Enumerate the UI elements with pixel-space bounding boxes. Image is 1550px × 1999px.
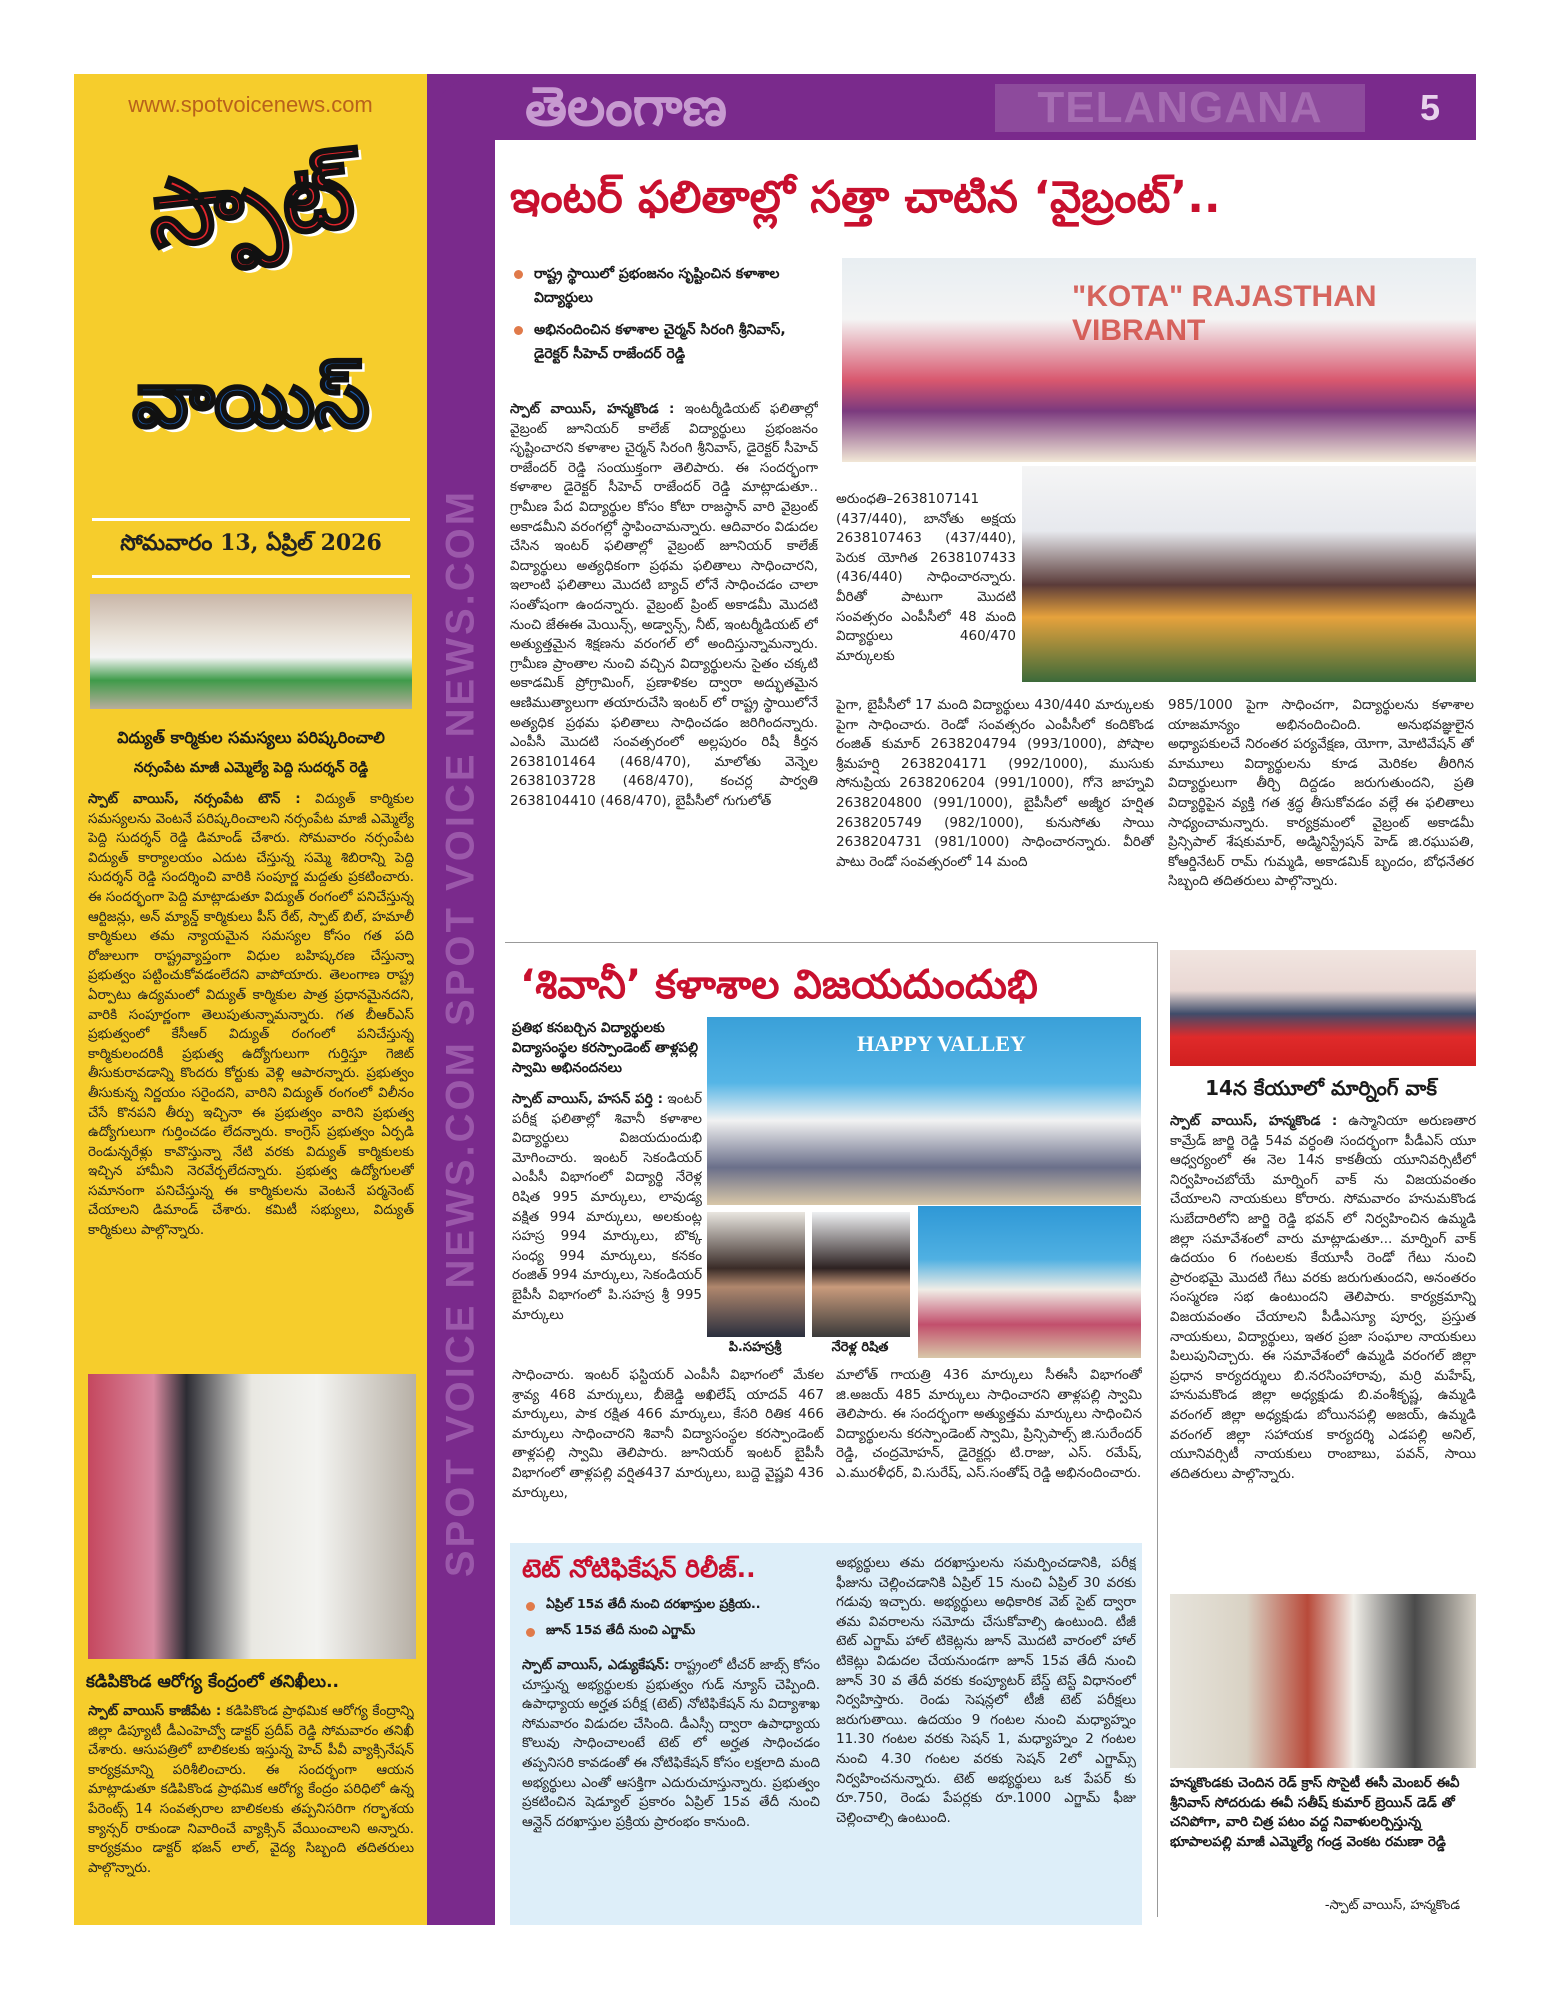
lead-headline: ఇంటర్ ఫలితాల్లో సత్తా చాటిన ‘వైబ్రంట్’.. [510,172,1221,223]
logo-voice: వాయిస్ [132,355,370,445]
photo-tribute [1170,1594,1476,1768]
divider [92,518,410,521]
article-shivani-col-a: సాధించారు. ఇంటర్ ఫస్టియర్ ఎంపీసీ విభాగంలో మేకల శ్రావ్య 468 మార్కులు, బీజెడ్డి అఖిలేష్ యాదవ్ 467 మార్కులు, పాక రక్షిత 466 మార్కులు, కేసరి రితిక 466 మార్కులు సాధించారని శివానీ విద్యాసంస్థల కరస్పాండెంట్ తాళ్లపల్లి స్వామి తెలిపారు. జూనియర్ ఇంటర్ బైపీసీ విభాగంలో తాళ్లపల్లి వర్షిత437 మార్కులు, బుద్దె వైష్ణవి 436 మార్కులు, [512,1367,824,1501]
byline: స్పాట్ వాయిస్ కాజీపేట : [88,1703,222,1719]
article-shivani-narrow [512,1090,702,1360]
byline: స్పాట్ వాయిస్, హసన్ పర్తి : [512,1091,663,1107]
article-health-center [88,1702,414,1917]
portrait-caption: పి.సహస్రశ్రీ [728,1340,782,1355]
photo-shivani-students [707,1017,1141,1205]
photo-shivani-felicitation [918,1206,1141,1358]
page-number: 5 [1420,87,1441,128]
headline-power-workers: విద్యుత్ కార్మికుల సమస్యలు పరిష్కరించాలి [117,728,385,747]
highlight-item: జూన్ 15వ తేదీ నుంచి ఎగ్జామ్ [522,1620,822,1640]
lead-highlights [510,262,810,374]
headline-tet: టెట్ నోటిఫికేషన్ రిలీజ్.. [522,1554,756,1583]
photo-vibrant-students [842,258,1476,462]
side-band-text: SPOT VOICE NEWS.COM SPOT VOICE NEWS.COM [438,488,483,1577]
article-body: ఇంటర్మీడియట్ ఫలితాల్లో వైబ్రంట్ జూనియర్ కాలేజ్ విద్యార్థులు ప్రభంజనం సృష్టించారని కళాశాల చైర్మన్ సిరంగి శ్రీనివాస్, డైరెక్టర్ సీహెచ్ రాజేందర్ రెడ్డి సంయుక్తంగా తెలిపారు. ఈ సందర్భంగా కళాశాల డైరెక్టర్ సీహెచ్ రాజేందర్ రెడ్డి మాట్లాడుతూ.. గ్రామీణ పేద విద్యార్థుల కోసం కోటా రాజస్థాన్ వారి వైబ్రంట్ అకాడమీని వరంగల్లో స్థాపించామన్నారు. ఆదివారం విడుదల చేసిన ఇంటర్ ఫలితాల్లో వైబ్రంట్ జూనియర్ కాలేజ్ విద్యార్థులు అత్యధికంగా ప్రథమ ఫలితాలు సాధించారని, ఇలాంటి ఫలితాలు మొదటి బ్యాచ్ లోనే సాధించడం చాలా సంతోషంగా ఉందన్నారు. వైబ్రంట్ ప్రింట్ అకాడమీ మొదటి నుంచి జేఈఈ మెయిన్స్, అడ్వాన్స్, నీట్, ఇంటర్మీడియట్ లో అత్యుత్తమైన శిక్షణను వరంగల్ లో అందిస్తున్నామన్నారు. గ్రామీణ ప్రాంతాల నుంచి వచ్చిన విద్యార్థులను సైతం చక్కటి అకాడమిక్ ప్రోగ్రామింగ్, ప్రణాళికల ద్వారా అద్భుతమైన ఆణిముత్యాలుగా తయారుచేసి ఇంటర్ లో రాష్ట్ర స్థాయిలోనే అత్యధిక ప్రథమ ఫలితాలు సాధించడం జరిగిందన్నారు. ఎంపీసీ మొదటి సంవత్సరంలో అల్లపురం రిషీ కీర్తన 2638101464 (468/470), మాలోతు వెన్నెల 2638103728 (468/470), కంచర్ల పార్వతి 2638104410 (468/470), బైపీసీలో గుగులోత్ [510,401,818,809]
byline: స్పాట్ వాయిస్, హన్మకొండ : [510,401,675,417]
divider [1157,942,1158,1917]
highlight-item: ఏప్రిల్ 15వ తేదీ నుంచి దరఖాస్తుల ప్రక్రియ.. [522,1594,822,1614]
byline: స్పాట్ వాయిస్, హన్మకొండ : [1170,1113,1338,1129]
article-morning-walk [1170,1112,1476,1586]
highlight-item: అభినందించిన కళాశాల చైర్మన్ సిరంగి శ్రీనివాస్, డైరెక్టర్ సీహెచ్ రాజేందర్ రెడ్డి [510,318,810,366]
portrait-nerella-rishitha [812,1212,910,1337]
photo-protest-camp [90,594,412,709]
article-tet-col-b: అభ్యర్థులు తమ దరఖాస్తులను సమర్పించడానికి, పరీక్ష ఫీజును చెల్లించడానికి ఏప్రిల్ 15 నుంచి ఏప్రిల్ 30 వరకు గడువు ఇచ్చారు. అభ్యర్థులు అధికారిక వెబ్ సైట్ ద్వారా తమ వివరాలను సమోదు చేసుకోవాల్సి ఉంటుంది. టీజీ టెట్ ఎగ్జామ్ హాల్ టికెట్లను జూన్ మొదటి వారంలో హాల్ టికెట్లు విడుదల చేయనుండగా జూన్ 15వ తేదీ నుంచి జూన్ 30 వ తేదీ వరకు కంప్యూటర్ బేస్డ్ టెస్ట్ విధానంలో నిర్వహిస్తారు. రెండు సెషన్లలో టీజీ టెట్ పరీక్షలు జరుగుతాయి. ఉదయం 9 గంటల నుంచి మధ్యాహ్నం 11.30 గంటల వరకు సెషన్ 1, మధ్యాహ్నం 2 గంటల నుంచి 4.30 గంటల వరకు సెషన్ 2లో ఎగ్జామ్స్ నిర్వహించనున్నారు. టెట్ అభ్యర్థులు ఒక పేపర్ కు రూ.750, రెండు పేపర్లకు రూ.1000 ఎగ్జామ్ ఫీజు చెల్లించాల్సి ఉంటుంది. [836,1555,1136,1826]
subhead-shivani: ప్రతిభ కనబర్చిన విద్యార్థులకు విద్యాసంస్థల కరస్పాండెంట్ తాళ్లపల్లి స్వామి అభినందనలు [512,1020,698,1076]
tet-highlights [522,1594,822,1648]
section-title-telugu: తెలంగాణ [525,75,728,138]
tribute-credit: -స్పాట్ వాయిస్, హన్మకొండ [1324,1898,1460,1913]
photo-meeting [1170,950,1476,1066]
article-body: రాష్ట్రంలో టీచర్ జాబ్స్ కోసం చూస్తున్న అభ్యర్థులకు ప్రభుత్వం గుడ్ న్యూస్ చెప్పింది. ఉపాధ్యాయ అర్హత పరీక్ష (టెట్) నోటిఫికేషన్ ను విద్యాశాఖ సోమవారం విడుదల చేసింది. డీఎస్సీ ద్వారా ఉపాధ్యాయ కొలువు సాధించాలంటే టెట్ లో అర్హత సాధించడం తప్పనిసరి కావడంతో ఈ నోటిఫికేషన్ కోసం లక్షలాది మంది అభ్యర్థులు ఎంతో ఆసక్తిగా ఎదురుచూస్తున్నారు. ప్రభుత్వం ప్రకటించిన షెడ్యూల్ ప్రకారం ఏప్రిల్ 15వ తేదీ నుంచి ఆన్లైన్ దరఖాస్తుల ప్రక్రియ ప్రారంభం కానుంది. [522,1657,820,1830]
article-shivani-col-b: మాలోత్ గాయత్రి 436 మార్కులు సీఈసీ విభాగంతో జి.అజయ్ 485 మార్కులు సాధించారని తాళ్లపల్లి స్వామి తెలిపారు. ఈ సందర్భంగా అత్యుత్తమ మార్కులు సాధించిన విద్యార్థులను కరస్పాండెంట్ స్వామి, ప్రిన్సిపాల్స్ జి.సురేందర్ రెడ్డి, చంద్రమోహన్, డైరెక్టర్లు టి.రాజు, ఎస్. రమేష్, ఎ.మురళీధర్, వి.సురేష్, ఎస్.సంతోష్ రెడ్డి అభినందించారు. [836,1367,1142,1481]
lead-article-col2-top: అరుంధతి–2638107141 (437/440), బానోతు అక్షయ 2638107463 (437/440), పెరుక యోగిత 2638107433 (436/440) సాధించారన్నారు. వీరితో పాటుగా మొదటి సంవత్సరం ఎంపీసీలో 48 మంది విద్యార్థులు 460/470 మార్కులకు [836,491,1016,664]
divider [505,942,1157,943]
article-tet-col-a [522,1656,820,1916]
article-body: ఉస్మానియా అరుణతార కామ్రేడ్ జార్జి రెడ్డి 54వ వర్ధంతి సందర్భంగా పీడీఎస్ యూ ఆధ్వర్యంలో ఈ నెల 14న కాకతీయ యూనివర్సిటీలో నిర్వహించబోయే మార్నింగ్ వాక్ ను విజయవంతం చేయాలని నాయకులు కోరారు. సోమవారం హనుమకొండ సుబేదారిలోని జార్జి రెడ్డి భవన్ లో నిర్వహించిన ఉమ్మడి జిల్లా సమావేశంలో వారు మాట్లాడుతూ... మార్నింగ్ వాక్ ఉదయం 6 గంటలకు కేయూసీ రెండో గేటు నుంచి ప్రారంభమై మొదటి గేటు వరకు జరుగుతుందని, అనంతరం సంస్మరణ సభ ఉంటుందని తెలిపారు. కార్యక్రమాన్ని విజయవంతం చేయాలని పీడీఎస్యూ పూర్వ, ప్రస్తుత నాయకులు, విద్యార్థులు, ఇతర ప్రజా సంఘాల నాయకులు పిలుపునిచ్చారు. ఈ సమావేశంలో ఉమ్మడి వరంగల్ జిల్లా ప్రధాన కార్యదర్శులు బి.నరసింహారావు, మర్రి మహేష్, హనుమకొండ జిల్లా అధ్యక్షుడు బి.వంశీకృష్ణ, ఉమ్మడి వరంగల్ జిల్లా అధ్యక్షుడు బోయినపల్లి అజయ్, ఉమ్మడి వరంగల్ జిల్లా సహాయక కార్యదర్శి ఎడపల్లి అనిల్, యూనివర్సిటీ నాయకులు రాంబాబు, పవన్, సాయి తదితరులు పాల్గొన్నారు. [1170,1113,1476,1482]
website-url[interactable]: www.spotvoicenews.com [128,92,373,117]
highlight-item: రాష్ట్ర స్థాయిలో ప్రభంజనం సృష్టించిన కళాశాల విద్యార్థులు [510,262,810,310]
photo-felicitation [1022,466,1476,682]
photo-banner-text: HAPPY VALLEY [857,1031,1026,1056]
section-title-english: TELANGANA [1037,83,1323,132]
headline-health-center: కడిపికొండ ఆరోగ్య కేంద్రంలో తనిఖీలు.. [86,1672,339,1692]
tribute-caption: హన్మకొండకు చెందిన రెడ్ క్రాస్ సొసైటీ ఈసీ మెంబర్ ఈవీ శ్రీనివాస్ సోదరుడు ఈవీ సతీష్ కుమార్ బ్రెయిన్ డెడ్ తో చనిపోగా, వారి చిత్ర పటం వద్ద నివాళులర్పిస్తున్న భూపాలపల్లి మాజీ ఎమ్మెల్యే గండ్ర వెంకట రమణా రెడ్డి [1170,1775,1460,1850]
photo-banner-text: "KOTA" RAJASTHAN VIBRANT [1072,280,1377,347]
photo-health-inspection [88,1374,416,1659]
issue-date: సోమవారం 13, ఏప్రిల్ 2026 [120,530,382,556]
headline-shivani: ‘శివానీ’ కళాశాల విజయదుందుభి [520,962,1038,1008]
article-body: విద్యుత్ కార్మికుల సమస్యలను వెంటనే పరిష్కరించాలని నర్సంపేట మాజీ ఎమ్మెల్యే పెద్ది సుదర్శన్ రెడ్డి డిమాండ్ చేశారు. సోమవారం నర్సంపేట విద్యుత్ కార్యాలయం ఎదుట చేస్తున్న సమ్మె శిబిరాన్ని పెద్ది సుదర్శన్ రెడ్డి సందర్శించి వారికి సంపూర్ణ మద్దతు ప్రకటించారు. ఈ సందర్భంగా పెద్ది మాట్లాడుతూ విద్యుత్ రంగంలో పనిచేస్తున్న ఆర్టిజన్లు, అన్ మ్యాన్డ్ కార్మికులు పీస్ రేట్, స్పాట్ బిల్, హమాలీ కార్మికులు తమ న్యాయమైన సమస్యల కోసం గత పది రోజులుగా రాష్ట్రవ్యాప్తంగా విధుల బహిష్కరణ చేస్తున్నా ప్రభుత్వం పట్టించుకోవడంలేదని వాపోయారు. తెలంగాణ రాష్ట్ర ఏర్పాటు ఉద్యమంలో విద్యుత్ కార్మికుల పాత్ర ప్రధానమైనదని, వారికి సంపూర్ణంగా తెలుపుతున్నామన్నారు. గత బీఆర్ఎస్ ప్రభుత్వంలో కేసీఆర్ విద్యుత్ రంగంలో పనిచేస్తున్న కార్మికులందరికీ ప్రభుత్వ ఉద్యోగులుగా గుర్తిస్తూ గెజిట్ తీసుకురావడాన్ని కొందరు కోర్టుకు వెళ్లి ఆపారన్నారు. ప్రభుత్వం తీసుకున్న నిర్ణయం సరైందని, వారిని విద్యుత్ రంగంలో విలీనం చేసే కొనపని తీర్పు ఇచ్చినా ఈ ప్రభుత్వం వారిని ప్రభుత్వ ఉద్యోగులుగా గుర్తించడం లేదన్నారు. కాంగ్రెస్ ప్రభుత్వం ఏర్పడి రెండున్నరేళ్లు కావొస్తున్నా నేటి వరకు విద్యుత్ కార్మికులకు ఇచ్చిన హామీని నెరవేర్చలేదన్నారు. ప్రభుత్వ ఉద్యోగులతో సమానంగా పనిచేస్తున్న ఈ కార్మికులను వెంటనే పర్మనెంట్ చేయాలని డిమాండ్ చేశారు. కమిటీ సభ్యులు, విద్యుత్ కార్మికులు పాల్గొన్నారు. [88,791,414,1239]
portrait-caption: నేరెళ్ల రిషిత [831,1340,889,1355]
logo-spot: స్పాట్ [143,140,359,269]
lead-article-col1 [510,400,818,930]
headline-morning-walk: 14న కేయూలో మార్నింగ్ వాక్ [1205,1076,1437,1100]
lead-article-col3: 985/1000 పైగా సాధించగా, విద్యార్థులను కళాశాల యాజమాన్యం అభినందించింది. అనుభవజ్ఞులైన అధ్యాపకులచే నిరంతర పర్యవేక్షణ, యోగా, మోటివేషన్ తో మామూలు విద్యార్థులను కూడ మెరికల తీరిగిన విద్యార్థులుగా తీర్చి దిద్దడం జరుగుతుందని, ప్రతి విద్యార్థిపైన వ్యక్తి గత శ్రద్ధ తీసుకోవడం వల్లే ఈ ఫలితాలు సాధ్యంచామన్నారు. కార్యక్రమంలో వైబ్రంట్ అకాడమీ ప్రిన్సిపాల్ శేషకుమార్, అడ్మినిస్ట్రేషన్ హెడ్ జి.రఘుపతి, కోఆర్డినేటర్ రామ్ గుమ్మడి, అకాడమిక్ బృందం, బోధనేతర సిబ్బంది తదితరులు పాల్గొన్నారు. [1168,697,1474,890]
byline: స్పాట్ వాయిస్, ఎడ్యుకేషన్: [522,1657,670,1673]
article-power-workers [88,790,414,1368]
portrait-sahasra-sri [707,1212,805,1337]
divider [92,575,410,578]
article-body: ఇంటర్ పరీక్ష ఫలితాల్లో శివానీ కళాశాల విద్యార్థులు విజయదుందుభి మోగించారు. ఇంటర్ సెకండియర్ ఎంపీసీ విభాగంలో విద్యార్థి నేరెళ్ల రిషిత 995 మార్కులు, లావుడ్య వక్షిత 994 మార్కులు, అలకుంట్ల సహస్ర 994 మార్కులు, బొక్క సంధ్య 994 మార్కులు, కనకం రంజిత్ 994 మార్కులు, సెకండియర్ బైపీసీ విభాగంలో పి.సహస్ర శ్రీ 995 మార్కులు [512,1091,702,1323]
subhead-power-workers: నర్సంపేట మాజీ ఎమ్మెల్యే పెద్ది సుదర్శన్ రెడ్డి [133,760,369,776]
byline: స్పాట్ వాయిస్, నర్సంపేట టౌన్ : [88,791,301,807]
article-body: కడిపికొండ ప్రాథమిక ఆరోగ్య కేంద్రాన్ని జిల్లా డిప్యూటీ డీఎంహెచ్వో డాక్టర్ ప్రదీప్ రెడ్డి సోమవారం తనిఖీ చేశారు. ఆసుపత్రిలో బాలికలకు ఇస్తున్న హెచ్ పీవీ వ్యాక్సినేషన్ కార్యక్రమాన్ని పరిశీలించారు. ఈ సందర్భంగా ఆయన మాట్లాడుతూ కడిపికొండ ప్రాథమిక ఆరోగ్య కేంద్రం పరిధిలో ఉన్న పేరెంట్స్ 14 సంవత్సరాల బాలికలకు తప్పనిసరిగా గర్భాశయ క్యాన్సర్ రాకుండా నివారించే వ్యాక్సిన్ వేయించాలని అన్నారు. కార్యక్రమం డాక్టర్ భజన్ లాల్, వైద్య సిబ్బంది తదితరులు పాల్గొన్నారు. [88,1703,414,1876]
lead-article-col2: పైగా, బైపీసీలో 17 మంది విద్యార్థులు 430/440 మార్కులకు పైగా సాధించారు. రెండో సంవత్సరం ఎంపీసీలో కందికొండ రంజిత్ కుమార్ 2638204794 (993/1000), పోషాల శ్రీమహర్షి 2638204171 (992/1000), ముసుకు సోనుప్రియ 2638206204 (991/1000), గోనె జాహ్నవి 2638204800 (991/1000), బైపీసీలో అజ్మీర హర్షిత 2638205749 (982/1000), కునుసోతు సాయి 2638204731 (981/1000) సాధించారన్నారు. వీరితో పాటు రెండో సంవత్సరంలో 14 మంది [836,697,1154,870]
